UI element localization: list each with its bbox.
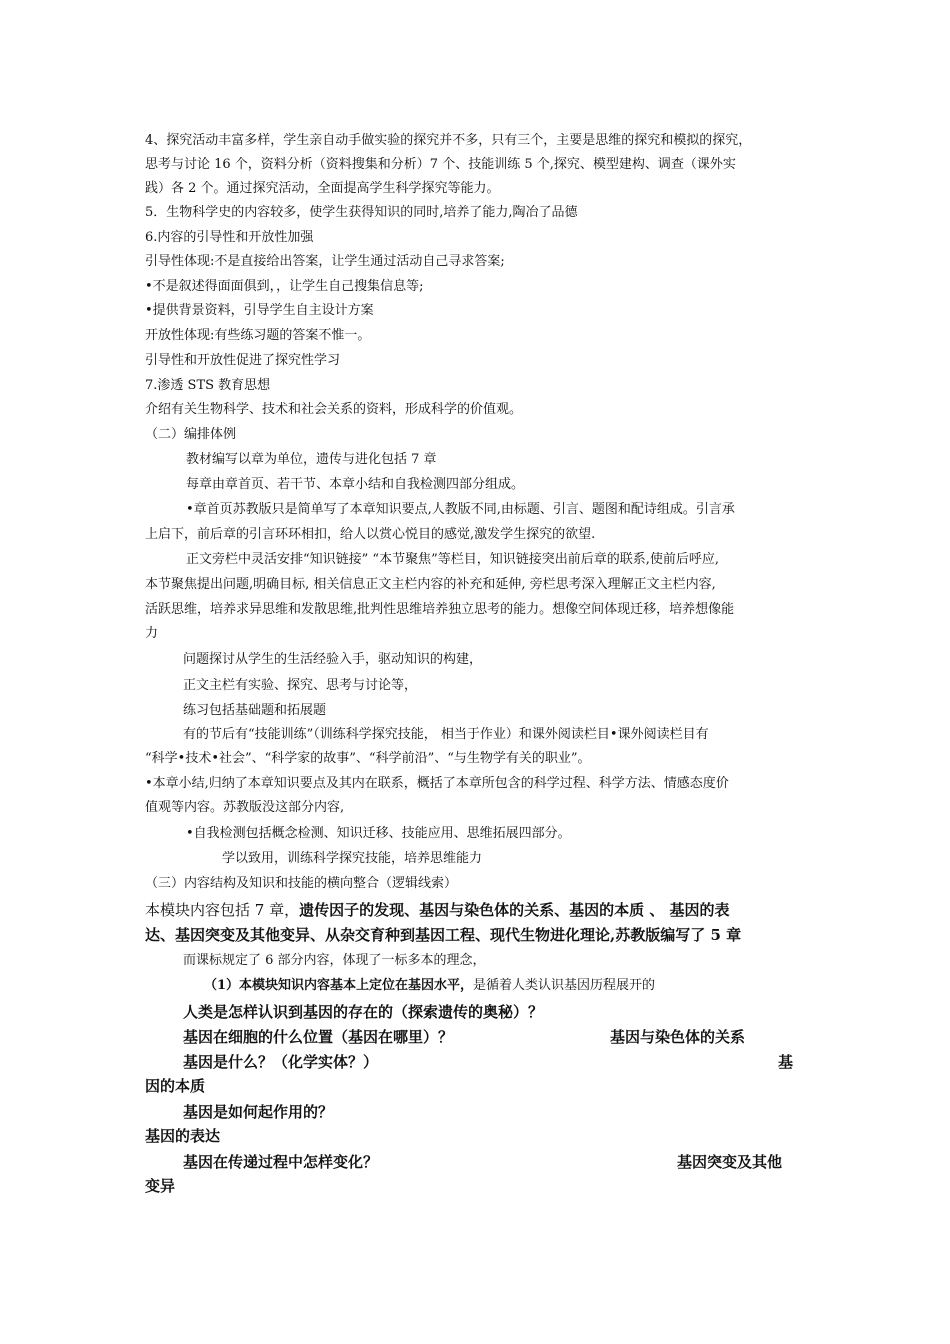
text-line: 值观等内容。苏教版没这部分内容, (145, 800, 345, 815)
text-line: 而课标规定了 6 部分内容，体现了一标多本的理念， (183, 953, 486, 968)
text-line: 学以致用，训练科学探究技能，培养思维能力 (222, 851, 483, 866)
text-line (204, 976, 655, 996)
answer-label: 基因的表达 (145, 1127, 221, 1145)
answer-label: 变异 (145, 1177, 176, 1195)
text-line: “科学•技术•社会”、“科学家的故事”、“科学前沿”、“与生物学有关的职业”。 (145, 751, 591, 766)
question-line: 基因是如何起作用的？ (183, 1103, 334, 1121)
section-heading: （三）内容结构及知识和技能的横向整合（逻辑线索） (145, 876, 458, 891)
paragraph-line (145, 899, 730, 921)
text-line: 上启下，前后章的引言环环相扣，给人以赏心悦目的感觉,激发学生探究的欲望. (145, 527, 596, 542)
text-line: 开放性体现:有些练习题的答案不惟一。 (145, 328, 371, 343)
text-line: •章首页苏教版只是简单写了本章知识要点,人教版不同,由标题、引言、题图和配诗组成。引言承 (186, 502, 735, 517)
section-heading: 6.内容的引导性和开放性加强 (145, 230, 314, 245)
text-line: 引导性体现:不是直接给出答案，让学生通过活动自己寻求答案; (145, 254, 505, 269)
answer-label: 基 (778, 1053, 794, 1071)
answer-label: 基因突变及其他 (677, 1153, 783, 1171)
text-line: 力 (145, 626, 159, 641)
question-line: 人类是怎样认识到基因的存在的（探索遗传的奥秘）？ (183, 1003, 544, 1021)
text-line: 5．生物科学史的内容较多，使学生获得知识的同时,培养了能力,陶冶了品德 (145, 205, 578, 220)
section-heading: （二）编排体例 (145, 427, 237, 442)
text-line: 有的节后有“技能训练”（训练科学探究技能， 相当于作业）和课外阅读栏目•课外阅读栏目有 (183, 727, 709, 742)
text-line: 教材编写以章为单位，遗传与进化包括 7 章 (186, 452, 437, 467)
question-line: 基因是什么？（化学实体？） (183, 1053, 379, 1071)
paragraph-line: 达、基因突变及其他变异、从杂交育种到基因工程、现代生物进化理论,苏教版编写了 5 章 (145, 926, 742, 944)
text-line: •本章小结,归纳了本章知识要点及其内在联系，概括了本章所包含的科学过程、科学方法、情感态度价 (145, 776, 729, 791)
text-line: 引导性和开放性促进了探究性学习 (145, 353, 341, 368)
text-line: 问题探讨从学生的生活经验入手，驱动知识的构建， (183, 652, 483, 667)
text-line: 践）各 2 个。通过探究活动，全面提高学生科学探究等能力。 (145, 181, 500, 196)
text-line: 活跃思维，培养求异思维和发散思维,批判性思维培养独立思考的能力。想像空间体现迁移，培养想像能 (145, 602, 735, 617)
section-heading: 7.渗透 STS 教育思想 (145, 378, 271, 393)
text-line: •自我检测包括概念检测、知识迁移、技能应用、思维拓展四部分。 (186, 826, 571, 841)
text-regular: 是循着人类认识基因历程展开的 (473, 978, 656, 993)
text-line: 本节聚焦提出问题,明确目标, 相关信息正文主栏内容的补充和延伸, 旁栏思考深入理解正文主栏内容, (145, 577, 716, 592)
text-line: •不是叙述得面面俱到，，让学生自己搜集信息等; (145, 279, 424, 294)
answer-label: 因的本质 (145, 1077, 206, 1095)
paragraph-bold: 遗传因子的发现、基因与染色体的关系、基因的本质 、 基因的表 (299, 901, 730, 919)
text-line: 练习包括基础题和拓展题 (183, 703, 327, 718)
answer-label: 基因与染色体的关系 (610, 1028, 746, 1046)
text-line: 每章由章首页、若干节、本章小结和自我检测四部分组成。 (186, 477, 525, 492)
text-line: 思考与讨论 16 个，资料分析（资料搜集和分析）7 个、技能训练 5 个,探究、模型建构、调查（课外实 (145, 157, 736, 172)
paragraph-lead: 本模块内容包括 7 章， (145, 901, 300, 919)
text-line: 介绍有关生物科学、技术和社会关系的资料，形成科学的价值观。 (145, 402, 523, 417)
text-line: 4、探究活动丰富多样，学生亲自动手做实验的探究并不多，只有三个，主要是思维的探究和模拟的探究， (145, 133, 752, 148)
text-line: 正文主栏有实验、探究、思考与讨论等， (183, 678, 418, 693)
question-line: 基因在细胞的什么位置（基因在哪里）？ (183, 1028, 454, 1046)
text-line: •提供背景资料，引导学生自主设计方案 (145, 303, 374, 318)
question-line: 基因在传递过程中怎样变化？ (183, 1153, 379, 1171)
text-bold: （1）本模块知识内容基本上定位在基因水平， (204, 978, 474, 993)
text-line: 正文旁栏中灵活安排“知识链接” “本节聚焦”等栏目，知识链接突出前后章的联系,使前后呼应, (186, 552, 719, 567)
